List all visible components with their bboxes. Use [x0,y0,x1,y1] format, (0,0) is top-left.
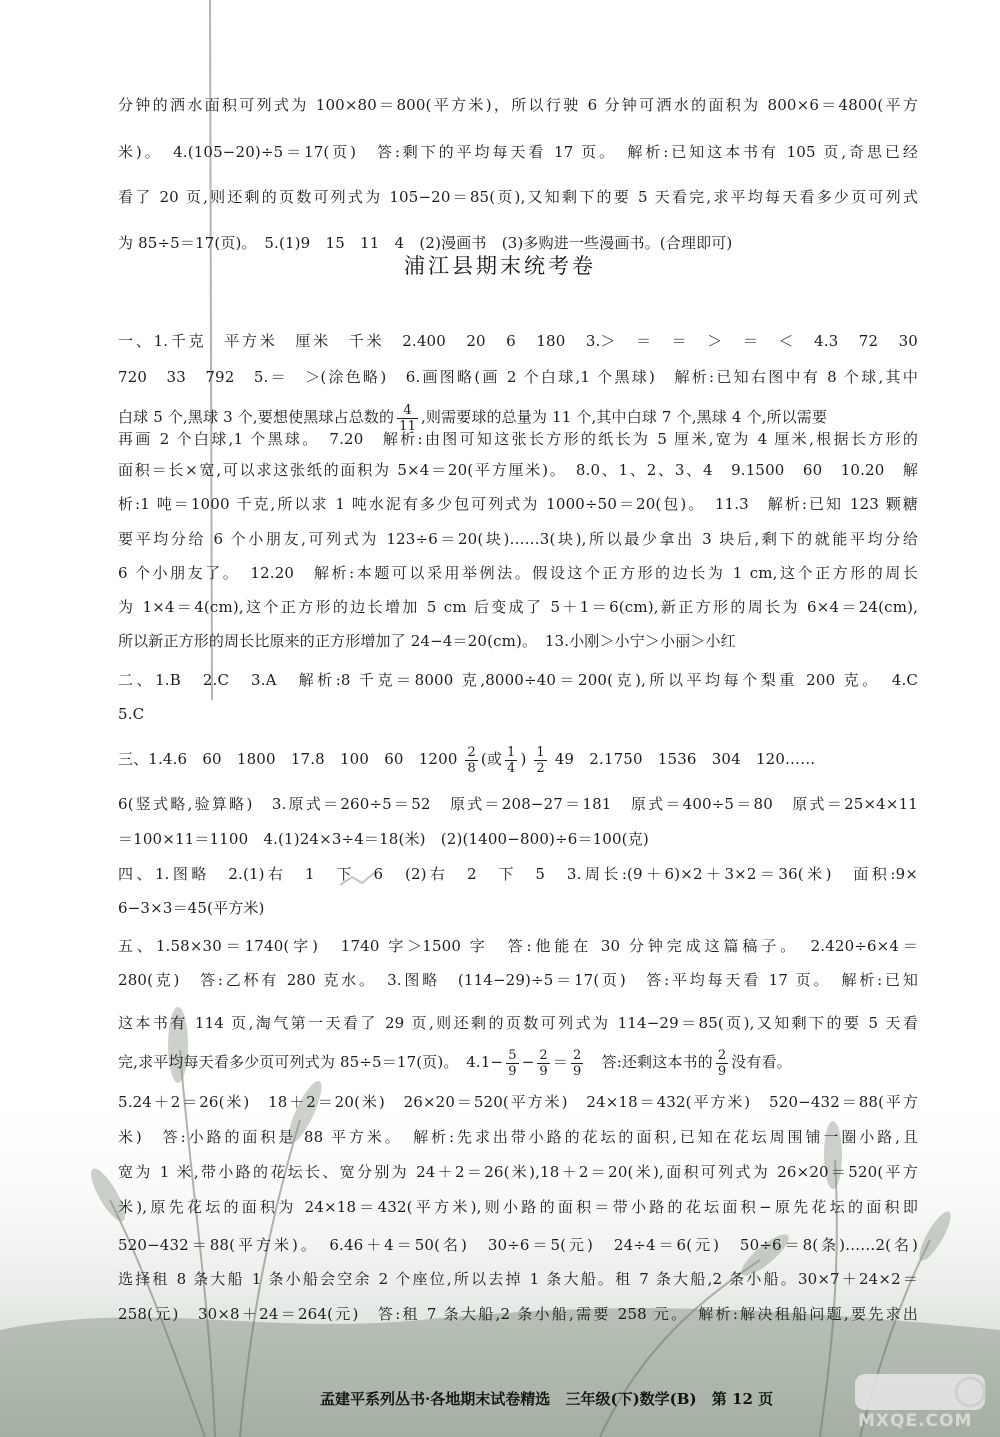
fraction: $\frac{1}{2}$ [536,744,545,776]
text-line: 米)。 4.(105−20)÷5＝17(页) 答:剩下的平均每天看 17 页。 解析:已知这本书有 105 页,奇思已经 [118,143,918,161]
fraction: $\frac{2}{9}$ [572,1047,582,1079]
text-line: 520−432＝88(平方米)。 6.46＋4＝50(名) 30÷6＝5(元) 24÷4＝6(元) 50÷6＝8(条)……2(名) [118,1236,918,1254]
text-line-with-fraction: 白球 5 个,黑球 3 个,要想使黑球占总数的 $\frac{4}{11}$ ,则需要球的总量为 11 个,其中白球 7 个,黑球 4 个,所以需要 [118,402,828,434]
fraction: $\frac{5}{9}$ [508,1047,517,1079]
grade-subject: 三年级(下)数学(B) [565,1390,697,1408]
text-line: 这本书有 114 页,淘气第一天看了 29 页,则还剩的页数可列式为 114−29＝85(页),又知剩下的要 5 天看 [118,1014,918,1032]
text-line: 米),原先花坛的面积为 24×18＝432(平方米),则小路的面积＝带小路的花坛面积−原先花坛的面积即 [118,1198,918,1216]
text-line: 四、1.图略 2.(1)右 1 下 6 (2)右 2 下 5 3.周长:(9＋6)×2＋3×2＝36(米) 面积:9× [118,865,918,883]
text-line: 6−3×3＝45(平方米) [118,899,265,917]
watermark-text: MXQE.COM [858,1411,973,1431]
book-series: 孟建平系列丛书·各地期末试卷精选 [320,1390,551,1408]
exam-title: 浦江县期末统考卷 [404,254,596,278]
fraction: $\frac{1}{4}$ [507,744,516,776]
text-line: 面积＝长×宽,可以求这张纸的面积为 5×4＝20(平方厘米)。 8.0、1、2、3、4 9.1500 60 10.20 解 [118,461,918,479]
text-line: 280(克) 答:乙杯有 280 克水。 3.图略 (114−29)÷5＝17(页) 答:平均每天看 17 页。 解析:已知 [118,971,918,989]
text-line: 5.24＋2＝26(米) 18＋2＝20(米) 26×20＝520(平方米) 24×18＝432(平方米) 520−432＝88(平方 [118,1093,918,1111]
text-line: 为 85÷5＝17(页)。 5.(1)9 15 11 4 (2)漫画书 (3)多购进一些漫画书。(合理即可) [118,234,733,252]
text-line-with-fraction: 完,求平均每天看多少页可列式为 85÷5＝17(页)。 4.1− $\frac{5}{9}$ − $\frac{2}{9}$ ＝ $\frac{2}{9}$ 答:还剩这本书的 $\frac{2}{9}$ 没有看。 [118,1047,792,1079]
text-line: 分钟的洒水面积可列式为 100×80＝800(平方米)，所以行驶 6 分钟可洒水的面积为 800×6＝4800(平方 [118,96,918,114]
text-line: 宽为 1 米,带小路的花坛长、宽分别为 24＋2＝26(米),18＋2＝20(米),面积可列式为 26×20＝520(平方 [118,1163,918,1181]
text-line: 一、1.千克 平方米 厘米 千米 2.400 20 6 180 3.＞ ＝ ＝ ＞ ＝ ＜ 4.3 72 30 [118,332,918,350]
fraction: $\frac{2}{9}$ [539,1047,548,1079]
text-line: 5.C [118,705,145,723]
text-line: 再画 2 个白球,1 个黑球。 7.20 解析:由图可知这张长方形的纸长为 5 厘米,宽为 4 厘米,根据长方形的 [118,430,918,448]
fraction: $\frac{4}{11}$ [399,402,416,434]
page-footer [320,1387,840,1411]
text-line: 720 33 792 5.＝ ＞(涂色略) 6.画图略(画 2 个白球,1 个黑球) 解析:已知右图中有 8 个球,其中 [118,368,918,386]
text-line: 析:1 吨＝1000 千克,所以求 1 吨水泥有多少包可列式为 1000÷50＝20(包)。 11.3 解析:已知 123 颗糖 [118,495,918,513]
text-line: 二、1.B 2.C 3.A 解析:8 千克＝8000 克,8000÷40＝200(克),所以平均每个梨重 200 克。 4.C [118,671,918,689]
text-line: 看了 20 页,则还剩的页数可列式为 105−20＝85(页),又知剩下的要 5 天看完,求平均每天看多少页可列式 [118,188,918,206]
text-line: 要平均分给 6 个小朋友,可列式为 123÷6＝20(块)……3(块),所以最少拿出 3 块后,剩下的就能平均分给 [118,530,918,548]
fraction: $\frac{2}{9}$ [717,1047,727,1079]
text-line-with-fraction: 三、1.4.6 60 1800 17.8 100 60 1200 $\frac{2}{8}$ (或 $\frac{1}{4}$ ) $\frac{1}{2}$ 49 2.1750 1536 304 120…… [118,744,816,776]
text-line: 为 1×4＝4(cm),这个正方形的边长增加 5 cm 后变成了 5＋1＝6(cm),新正方形的周长为 6×4＝24(cm), [118,598,918,616]
text-line: 所以新正方形的周长比原来的正方形增加了 24−4＝20(cm)。 13.小刚＞小宁＞小丽＞小红 [118,632,736,650]
text-line: 258(元) 30×8＋24＝264(元) 答:租 7 条大船,2 条小船,需要 258 元。 解析:解决租船问题,要先求出 [118,1305,918,1323]
text-line: 6(竖式略,验算略) 3.原式＝260÷5＝52 原式＝208−27＝181 原式＝400÷5＝80 原式＝25×4×11 [118,795,918,813]
text-line: ＝100×11＝1100 4.(1)24×3÷4＝18(米) (2)(1400−800)÷6＝100(克) [118,830,649,848]
page-number: 第 12 页 [711,1390,774,1408]
text-line: 米) 答:小路的面积是 88 平方米。 解析:先求出带小路的花坛的面积,已知在花坛周围铺一圈小路,且 [118,1128,918,1146]
text-line: 选择租 8 条大船 1 条小船会空余 2 个座位,所以去掉 1 条大船。租 7 条大船,2 条小船。30×7＋24×2＝ [118,1270,918,1288]
text-line: 五、1.58×30＝1740(字) 1740 字＞1500 字 答:他能在 30 分钟完成这篇稿子。 2.420÷6×4＝ [118,937,918,955]
text-line: 6 个小朋友了。 12.20 解析:本题可以采用举例法。假设这个正方形的边长为 1 cm,这个正方形的周长 [118,564,918,582]
fraction: $\frac{2}{8}$ [467,744,476,776]
